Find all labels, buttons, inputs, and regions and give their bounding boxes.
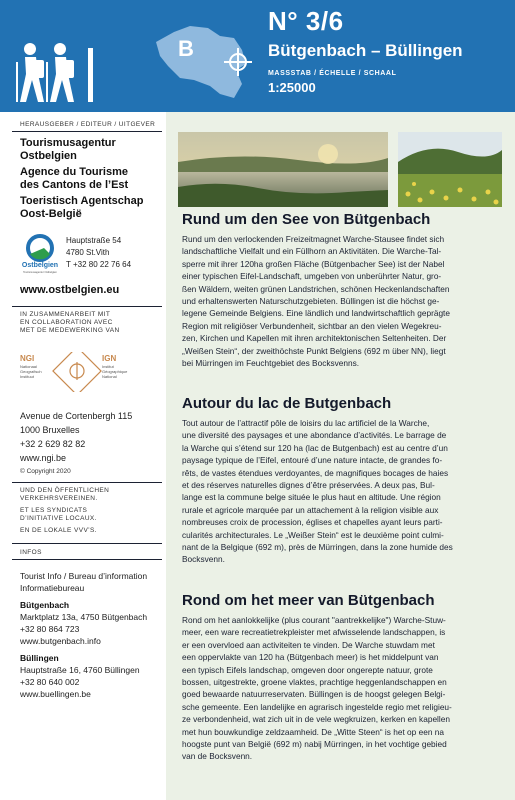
infos-intro-line: Tourist Info / Bureau d’information [20,571,148,581]
ostbelgien-logo [20,232,60,274]
ngi-address-line: Avenue de Cortenbergh 115 [20,411,133,421]
text-line: cularités architecturales. Le „Weißer Stein“ est le deuxième point culmi- [182,529,444,540]
publisher-label: HERAUSGEBER / EDITEUR / UITGEVER [20,121,156,128]
section-body [182,233,504,369]
publisher-org-line: Toeristisch Agentschap [20,195,144,207]
ign-line: Institut [102,364,114,369]
office-website-link[interactable]: www.butgenbach.info [20,636,101,646]
text-line: er een overvloed aan activiteiten te vinden. De Warche stuwdam met [182,639,435,650]
ngi-line: Instituut [20,374,35,379]
infos-label: INFOS [20,549,42,556]
text-line: ze verbondenheid, wat zich uit in de vele wegkruizen, kerken en kapellen [182,714,450,725]
office-name: Büllingen [20,653,59,663]
ngi-website-link[interactable]: www.ngi.be [20,453,67,463]
text-line: nombreuses croix de procession, églises et chapelles ayant leurs parti- [182,517,443,528]
ngi-phone: +32 2 629 82 82 [20,439,86,449]
section-body [182,614,504,763]
section-title: Autour du lac de Butgenbach [182,395,392,412]
office-website-link[interactable]: www.buellingen.be [20,689,91,699]
ign-code: IGN [102,354,117,363]
publisher-org-line: des Cantons de l’Est [20,179,129,191]
publisher-address-line: 4780 St.Vith [66,248,110,257]
ngi-ign-logo [20,352,142,392]
scale-value: 1:25000 [268,80,316,95]
publisher-org-line: Agence du Tourisme [20,166,128,178]
text-line: rurale et agricole marquée par un attachement à la religion visible aux [182,504,439,515]
ostbelgien-logo-name: Ostbelgien [21,262,59,269]
collaboration-label: MET DE MEDEWERKING VAN [20,327,120,334]
collaboration-label: IN ZUSAMMENARBEIT MIT [20,311,111,318]
publisher-phone: T +32 80 22 76 64 [66,260,132,269]
ign-line: Géographique [102,369,128,374]
lake-photo [178,132,388,207]
text-line: rêts, de vastes étendues verdoyantes, de magnifiques bocages de haies [182,467,449,478]
text-line: sperre mit ihrer 120ha großen Fläche (Bütgenbacher See) ist der Nabel [182,258,445,269]
ostbelgien-logo-tagline: Tourismusagentur Ostbelgien [23,271,57,274]
publisher-org-line: Oost-België [20,208,82,220]
associations-line: D’INITIATIVE LOCAUX. [20,515,97,522]
text-line: einer typischen Eifel-Landschaft, umgeben von unberührter Natur, gro- [182,271,442,282]
text-line: une diversité des paysages et une abondance d’activités. Le barrage de [182,430,447,441]
scale-label: MASSSTAB / ÉCHELLE / SCHAAL [268,70,397,77]
collaboration-label: EN COLLABORATION AVEC [20,319,113,326]
route-title: Bütgenbach – Büllingen [268,41,463,60]
text-line: nant de la Belgique (692 m), près de Mürringen, dans la zone humide des [182,542,453,553]
text-line: sche gemeente. Een landelijke en agrarisch ingestelde regio met religieu- [182,701,452,712]
hikers-icon [8,40,126,104]
text-line: bossen, uitgestrekte, groene vlaktes, prachtige heggenlandschappen en [182,677,447,688]
text-line: et des réserves naturelles dignes d’être préservées. A deux pas, Bul- [182,480,435,491]
text-line: ßen Wäldern, weiten grünen Landstrichen, schönen Heckenlandschaften [182,283,450,294]
publisher-address-line: Hauptstraße 54 [66,236,122,245]
associations-line: UND DEN ÖFFENTLICHEN [20,487,110,494]
text-line: zen, Kirchen und Kapellen mit ihren architektonischen Seltenheiten. Der [182,333,447,344]
map-number: N° 3/6 [268,6,344,36]
ngi-code: NGI [20,354,35,363]
publisher-org-line: Ostbelgien [20,150,77,162]
text-line: hoogste punt van België (692 m) nabij Mürringen, in het vochtige gebied [182,739,447,750]
text-line: met hun bouwkundige zeldzaamheid. De „Witte Steen“ is het op een na [182,726,444,737]
copyright: © Copyright 2020 [20,468,71,475]
associations-line: ET LES SYNDICATS [20,507,88,514]
section-body [182,417,504,566]
text-line: van de Bocksvenn. [182,751,253,762]
ngi-line: Nationaal [20,364,37,369]
text-line: lange est la commune belge située le plus haut en altitude. Une région [182,492,441,503]
text-line: Rund um den verlockenden Freizeitmagnet Warche-Stausee findet sich [182,234,445,244]
office-address: Hauptstraße 16, 4760 Büllingen [20,665,140,675]
section-title: Rond om het meer van Bütgenbach [182,592,435,609]
belgium-map-icon [150,22,260,104]
publisher-website-link[interactable]: www.ostbelgien.eu [20,284,120,296]
text-line: „Weißen Stein“, der zweithöchste Punkt Belgiens (692 m über NN), liegt [182,345,446,356]
associations-line: VERKEHRSVEREINEN. [20,495,98,502]
divider [12,543,162,544]
ngi-line: Geografisch [20,369,42,374]
associations-line: EN DE LOKALE VVV’S. [20,527,97,534]
right-column [166,112,515,800]
office-phone: +32 80 864 723 [20,624,80,634]
text-line: meer, een ware recreatietrekpleister met afwisselende landschappen, is [182,627,446,638]
meadow-photo [398,132,502,207]
text-line: een typisch Eifels landschap, omgeven door ongerepte natuur, grote [182,664,433,675]
text-line: bei Mürringen im Feuchtgebiet des Bocksvenns. [182,358,360,369]
divider [12,306,162,307]
office-name: Bütgenbach [20,600,70,610]
divider [12,482,162,483]
ign-line: National [102,374,117,379]
text-line: een oppervlakte van 120 ha (Bütgenbach meer) is het middelpunt van [182,652,439,663]
divider [12,131,162,132]
text-line: Rond om het aanlokkelijke (plus courant "aantrekkelijke") Warche-Stuw- [182,615,446,625]
map-letter: B [178,36,194,61]
section-title: Rund um den See von Bütgenbach [182,211,431,228]
text-line: und erhaltenswerten Naturschutzgebieten. Büllingen ist die höchst ge- [182,296,440,307]
ngi-address-line: 1000 Bruxelles [20,425,80,435]
text-line: la Warche qui s’étend sur 120 ha (lac de Butgenbach) est au centre d’un [182,442,448,453]
text-line: landschaftliche Vielfalt und ein Füllhorn an Aktivitäten. Die Warche-Tal- [182,246,442,257]
left-column [0,112,166,800]
text-line: legene Gemeinde Belgiens. Eine ländlich und landwirtschaftlich geprägte [182,308,450,319]
infos-intro-line: Informatiebureau [20,583,85,593]
text-line: Tout autour de l’attractif pôle de loisirs du lac artificiel de la Warche, [182,418,430,428]
office-phone: +32 80 640 002 [20,677,80,687]
text-line: Region mit religiöser Verbundenheit, sichtbar an den vielen Wegekreu- [182,320,442,331]
header-band [0,0,515,112]
text-line: paysage typique de l’Eifel, entouré d’une nature intacte, de grandes fo- [182,455,443,466]
publisher-org-line: Tourismusagentur [20,137,116,149]
office-address: Marktplatz 13a, 4750 Bütgenbach [20,612,148,622]
text-line: goed bewaarde natuurreservaten. Büllingen is de hoogst gelegen Belgi- [182,689,446,700]
divider [12,559,162,560]
text-line: Bocksvenn. [182,554,225,565]
